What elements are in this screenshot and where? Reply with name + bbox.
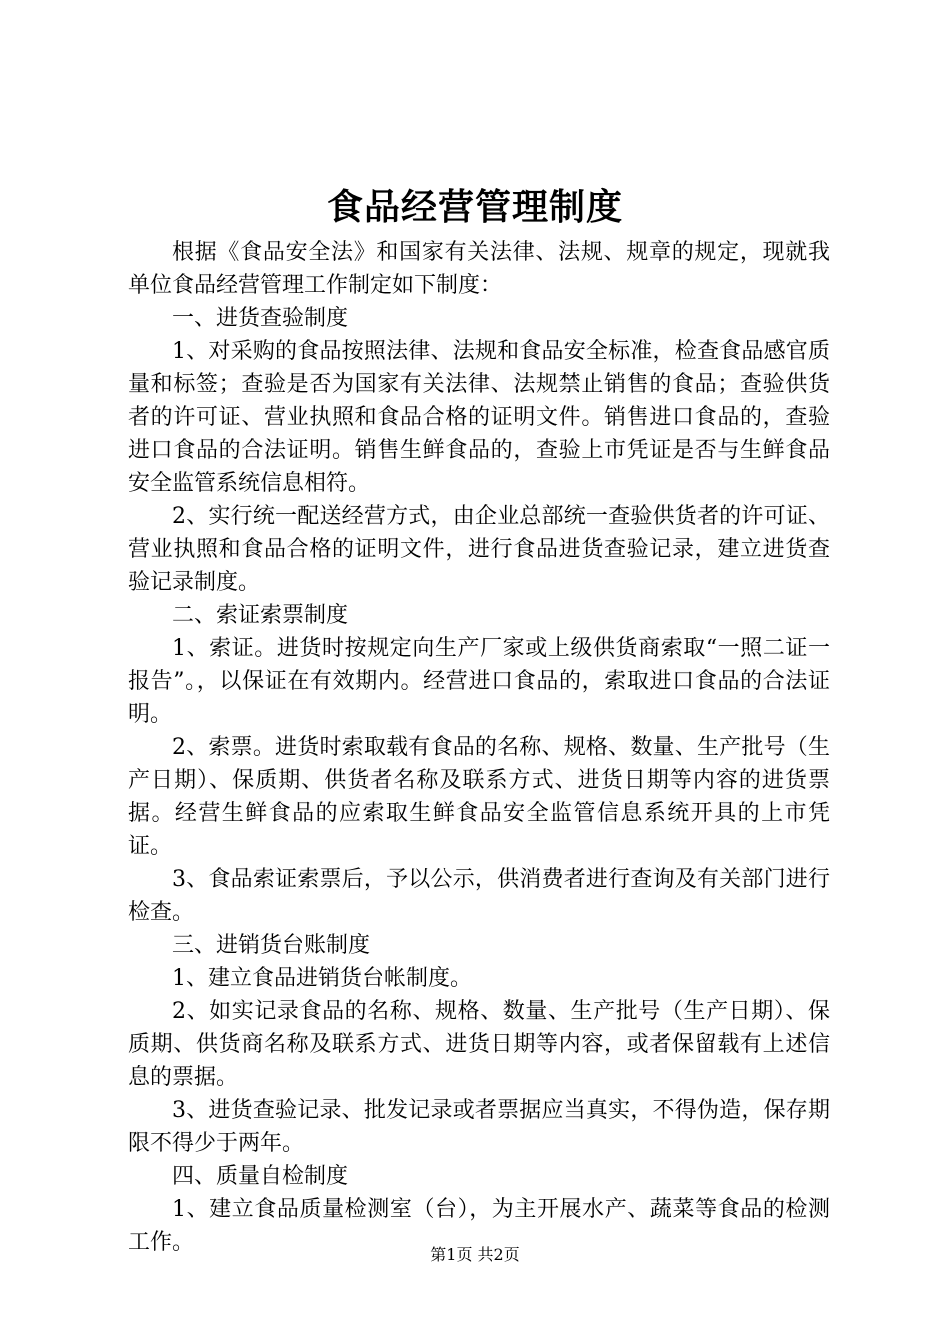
body-paragraph: 3、进货查验记录、批发记录或者票据应当真实，不得伪造，保存期限不得少于两年。 <box>128 1098 830 1156</box>
section-heading: 二、索证索票制度 <box>172 603 349 628</box>
section-heading: 一、进货查验制度 <box>172 306 349 331</box>
body-paragraph: 2、实行统一配送经营方式，由企业总部统一查验供货者的许可证、营业执照和食品合格的证明文件，进行食品进货查验记录，建立进货查验记录制度。 <box>128 504 830 595</box>
body-paragraph: 1、对采购的食品按照法律、法规和食品安全标准，检查食品感官质量和标签；查验是否为国家有关法律、法规禁止销售的食品；查验供货者的许可证、营业执照和食品合格的证明文件。销售进口食品的，查验进口食品的合法证明。销售生鲜食品的，查验上市凭证是否与生鲜食品安全监管系统信息相符。 <box>128 339 830 496</box>
section-heading: 四、质量自检制度 <box>172 1164 349 1189</box>
body-paragraph: 1、索证。进货时按规定向生产厂家或上级供货商索取“一照二证一报告”。，以保证在有效期内。经营进口食品的，索取进口食品的合法证明。 <box>128 636 830 727</box>
body-paragraph: 1、建立食品质量检测室（台），为主开展水产、蔬菜等食品的检测工作。 <box>128 1197 830 1255</box>
document-body <box>128 236 830 1259</box>
section-heading: 三、进销货台账制度 <box>172 933 371 958</box>
body-paragraph: 2、如实记录食品的名称、规格、数量、生产批号（生产日期）、保质期、供货商名称及联系方式、进货日期等内容，或者保留载有上述信息的票据。 <box>128 999 830 1090</box>
body-paragraph: 1、建立食品进销货台帐制度。 <box>172 966 472 991</box>
body-paragraph: 2、索票。进货时索取载有食品的名称、规格、数量、生产批号（生产日期）、保质期、供货者名称及联系方式、进货日期等内容的进货票据。经营生鲜食品的应索取生鲜食品安全监管信息系统开具的上市凭证。 <box>128 735 830 859</box>
body-paragraph: 3、食品索证索票后，予以公示，供消费者进行查询及有关部门进行检查。 <box>128 867 830 925</box>
page-number-footer: 第1页 共2页 <box>430 1245 520 1264</box>
document-title: 食品经营管理制度 <box>326 186 623 228</box>
intro-paragraph: 根据《食品安全法》和国家有关法律、法规、规章的规定，现就我单位食品经营管理工作制定如下制度： <box>128 240 830 298</box>
